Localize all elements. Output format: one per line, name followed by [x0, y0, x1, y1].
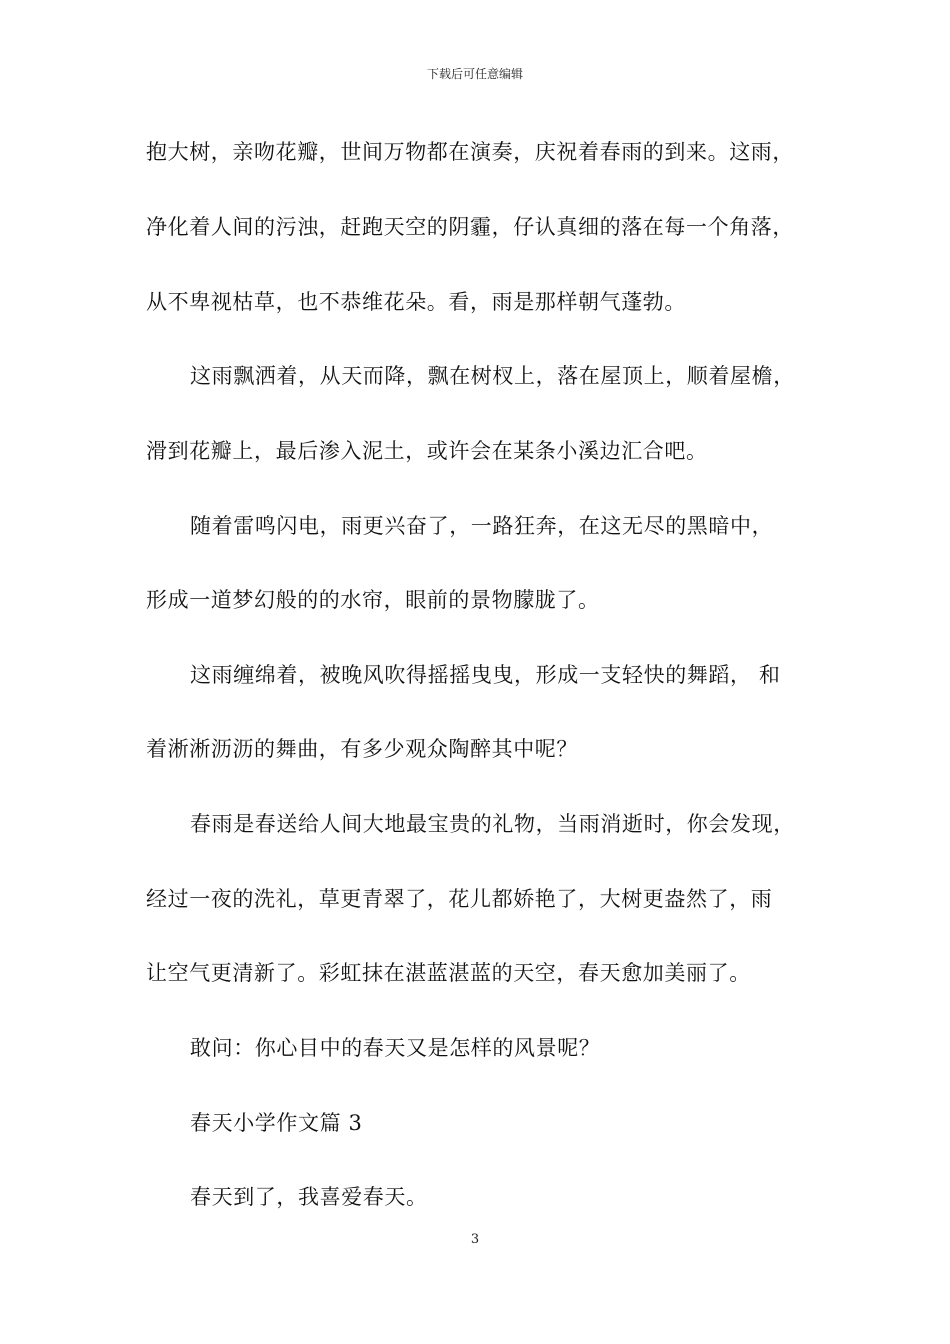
text-line: 抱大树，亲吻花瓣，世间万物都在演奏，庆祝着春雨的到来。这雨，: [146, 140, 794, 164]
text-line: 从不卑视枯草，也不恭维花朵。看，雨是那样朝气蓬勃。: [146, 290, 686, 314]
section-heading: 春天小学作文篇 3: [190, 1111, 363, 1135]
text-line: 形成一道梦幻般的的水帘，眼前的景物朦胧了。: [146, 588, 600, 612]
text-line: 着淅淅沥沥的舞曲，有多少观众陶醉其中呢？: [146, 737, 578, 761]
page-header: 下载后可任意编辑: [426, 67, 523, 81]
text-line: 敢问：你心目中的春天又是怎样的风景呢？: [190, 1036, 601, 1060]
text-line: 春雨是春送给人间大地最宝贵的礼物，当雨消逝时，你会发现，: [190, 812, 795, 836]
text-line: 滑到花瓣上，最后渗入泥土，或许会在某条小溪边汇合吧。: [146, 439, 708, 463]
text-line: 经过一夜的洗礼，草更青翠了，花儿都娇艳了，大树更盎然了，雨: [146, 887, 773, 911]
text-line: 让空气更清新了。彩虹抹在湛蓝湛蓝的天空，春天愈加美丽了。: [146, 961, 751, 985]
text-line: 这雨飘洒着，从天而降，飘在树杈上，落在屋顶上，顺着屋檐，: [190, 364, 795, 388]
text-line: 随着雷鸣闪电，雨更兴奋了，一路狂奔，在这无尽的黑暗中，: [190, 514, 774, 538]
page-number: 3: [470, 1232, 480, 1247]
text-line: 这雨缠绵着，被晚风吹得摇摇曳曳，形成一支轻快的舞蹈， 和: [190, 663, 781, 687]
text-line: 春天到了，我喜爱春天。: [190, 1185, 428, 1209]
text-line: 净化着人间的污浊，赶跑天空的阴霾，仔认真细的落在每一个角落，: [146, 215, 794, 239]
